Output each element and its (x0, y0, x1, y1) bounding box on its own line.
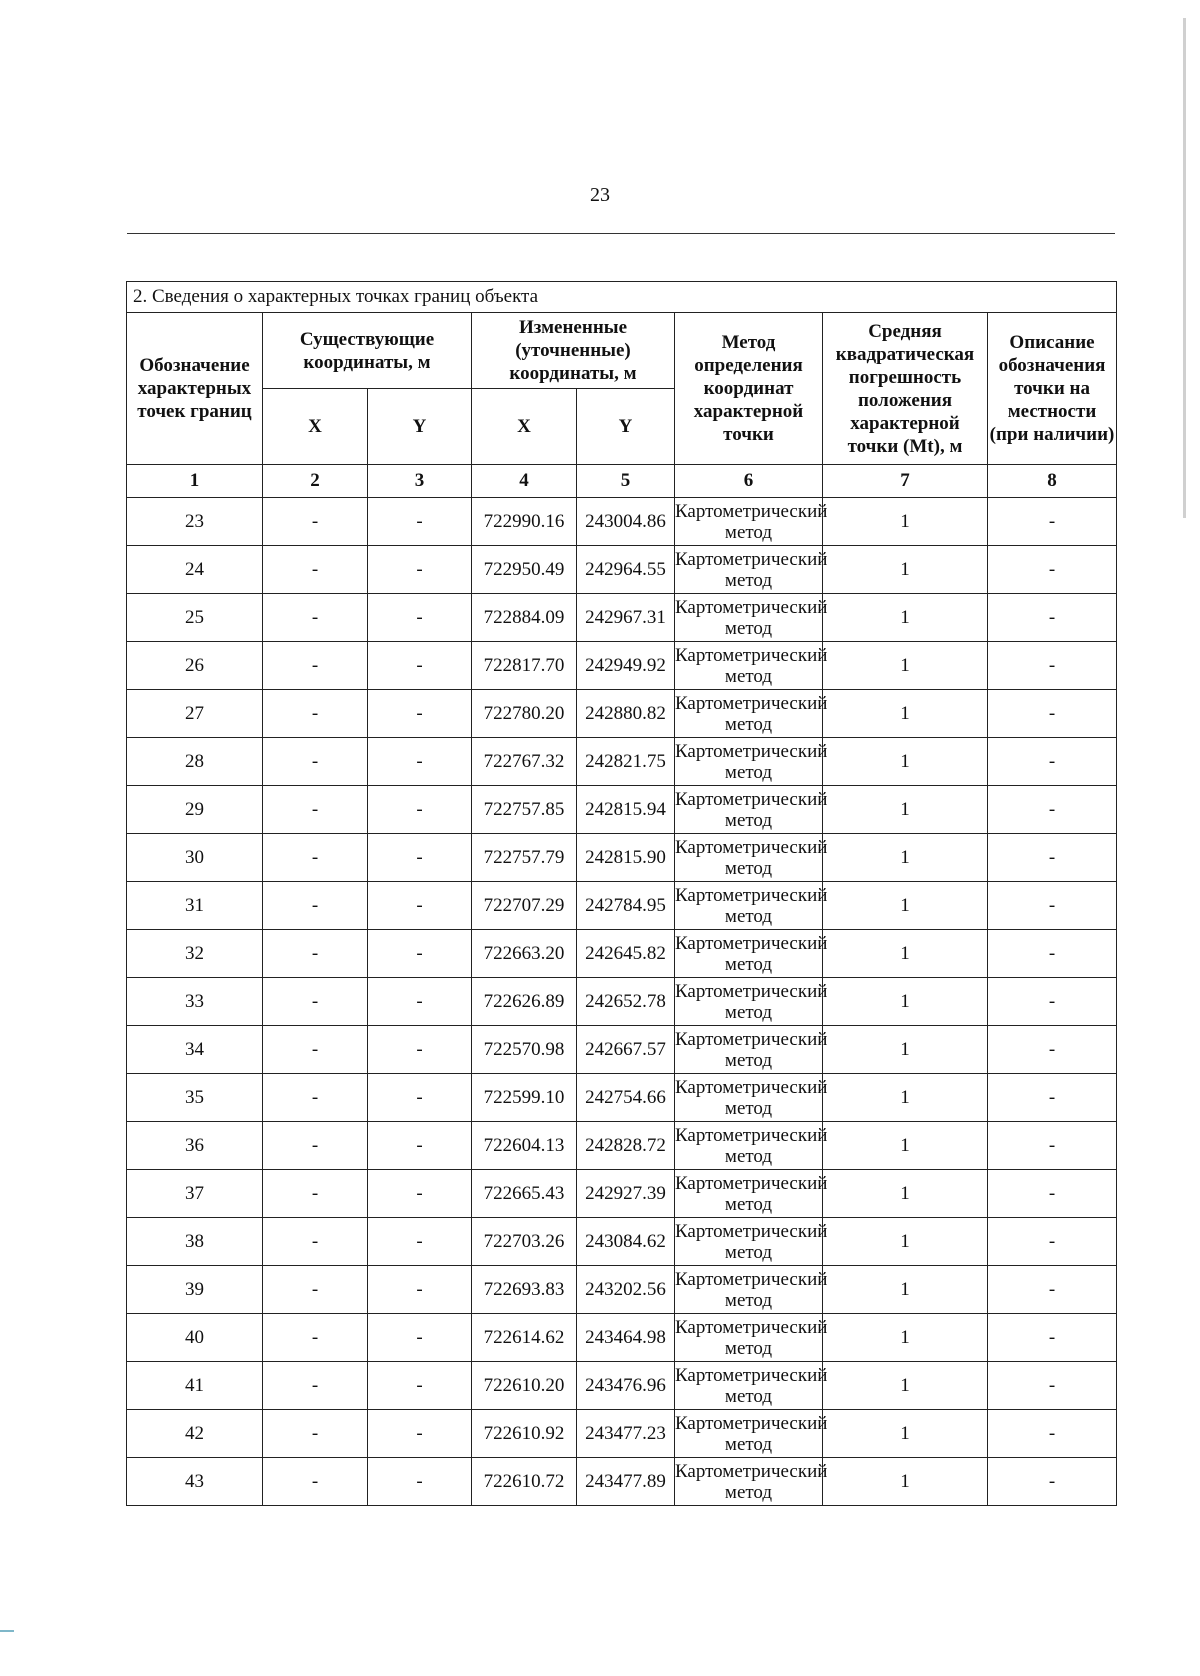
header-changed-x: X (472, 389, 577, 465)
point-id-cell: 36 (127, 1122, 263, 1170)
table-row (127, 930, 1117, 978)
changed-y-cell: 243464.98 (577, 1314, 675, 1362)
error-cell: 1 (823, 546, 988, 594)
changed-x-cell: 722610.92 (472, 1410, 577, 1458)
point-id-cell: 31 (127, 882, 263, 930)
changed-x-cell: 722610.20 (472, 1362, 577, 1410)
point-id-cell: 26 (127, 642, 263, 690)
existing-x-cell: - (263, 1074, 368, 1122)
changed-x-cell: 722665.43 (472, 1170, 577, 1218)
table-row (127, 786, 1117, 834)
column-number: 3 (368, 465, 472, 498)
existing-x-cell: - (263, 1170, 368, 1218)
description-cell: - (988, 498, 1117, 546)
point-id-cell: 25 (127, 594, 263, 642)
method-cell: Картометрический метод (675, 786, 823, 834)
header-method: Метод определения координат характерной точки (675, 313, 823, 465)
existing-y-cell: - (368, 882, 472, 930)
method-cell: Картометрический метод (675, 498, 823, 546)
boundary-points-table (126, 281, 1117, 1506)
changed-x-cell: 722614.62 (472, 1314, 577, 1362)
error-cell: 1 (823, 738, 988, 786)
existing-x-cell: - (263, 882, 368, 930)
table-row (127, 882, 1117, 930)
description-cell: - (988, 1314, 1117, 1362)
description-cell: - (988, 1122, 1117, 1170)
method-cell: Картометрический метод (675, 882, 823, 930)
description-cell: - (988, 738, 1117, 786)
existing-x-cell: - (263, 1218, 368, 1266)
existing-x-cell: - (263, 1410, 368, 1458)
header-changed-coords: Измененные (уточненные) координаты, м (472, 313, 675, 389)
point-id-cell: 29 (127, 786, 263, 834)
existing-y-cell: - (368, 1074, 472, 1122)
method-cell: Картометрический метод (675, 834, 823, 882)
existing-x-cell: - (263, 690, 368, 738)
table-row (127, 690, 1117, 738)
table-row (127, 1410, 1117, 1458)
existing-y-cell: - (368, 738, 472, 786)
existing-y-cell: - (368, 834, 472, 882)
existing-y-cell: - (368, 498, 472, 546)
changed-y-cell: 242964.55 (577, 546, 675, 594)
error-cell: 1 (823, 1362, 988, 1410)
changed-y-cell: 242652.78 (577, 978, 675, 1026)
column-number: 5 (577, 465, 675, 498)
method-cell: Картометрический метод (675, 1266, 823, 1314)
changed-x-cell: 722707.29 (472, 882, 577, 930)
description-cell: - (988, 690, 1117, 738)
existing-y-cell: - (368, 1362, 472, 1410)
existing-y-cell: - (368, 1266, 472, 1314)
method-cell: Картометрический метод (675, 546, 823, 594)
point-id-cell: 35 (127, 1074, 263, 1122)
description-cell: - (988, 978, 1117, 1026)
method-cell: Картометрический метод (675, 1026, 823, 1074)
page-number: 23 (590, 184, 610, 206)
changed-y-cell: 242645.82 (577, 930, 675, 978)
changed-x-cell: 722626.89 (472, 978, 577, 1026)
point-id-cell: 27 (127, 690, 263, 738)
existing-x-cell: - (263, 1458, 368, 1506)
table-row (127, 1458, 1117, 1506)
table-row (127, 738, 1117, 786)
table-body (127, 498, 1117, 1506)
error-cell: 1 (823, 1026, 988, 1074)
existing-x-cell: - (263, 1026, 368, 1074)
error-cell: 1 (823, 594, 988, 642)
scan-mark (0, 1630, 14, 1632)
description-cell: - (988, 1362, 1117, 1410)
existing-y-cell: - (368, 690, 472, 738)
existing-x-cell: - (263, 1314, 368, 1362)
error-cell: 1 (823, 1122, 988, 1170)
error-cell: 1 (823, 978, 988, 1026)
existing-y-cell: - (368, 978, 472, 1026)
description-cell: - (988, 1074, 1117, 1122)
description-cell: - (988, 1266, 1117, 1314)
description-cell: - (988, 1170, 1117, 1218)
method-cell: Картометрический метод (675, 1074, 823, 1122)
existing-y-cell: - (368, 642, 472, 690)
description-cell: - (988, 930, 1117, 978)
existing-x-cell: - (263, 930, 368, 978)
point-id-cell: 38 (127, 1218, 263, 1266)
error-cell: 1 (823, 786, 988, 834)
column-number: 1 (127, 465, 263, 498)
error-cell: 1 (823, 498, 988, 546)
description-cell: - (988, 642, 1117, 690)
table-row (127, 642, 1117, 690)
changed-x-cell: 722817.70 (472, 642, 577, 690)
table-row (127, 1026, 1117, 1074)
existing-x-cell: - (263, 546, 368, 594)
header-error: Средняя квадратическая погрешность положения характерной точки (Mt), м (823, 313, 988, 465)
changed-x-cell: 722767.32 (472, 738, 577, 786)
error-cell: 1 (823, 1074, 988, 1122)
table-row (127, 1122, 1117, 1170)
existing-y-cell: - (368, 930, 472, 978)
changed-y-cell: 243084.62 (577, 1218, 675, 1266)
table-row (127, 498, 1117, 546)
existing-y-cell: - (368, 1410, 472, 1458)
existing-x-cell: - (263, 642, 368, 690)
method-cell: Картометрический метод (675, 1362, 823, 1410)
existing-x-cell: - (263, 1266, 368, 1314)
existing-y-cell: - (368, 1314, 472, 1362)
point-id-cell: 39 (127, 1266, 263, 1314)
changed-y-cell: 242828.72 (577, 1122, 675, 1170)
point-id-cell: 37 (127, 1170, 263, 1218)
error-cell: 1 (823, 642, 988, 690)
existing-x-cell: - (263, 786, 368, 834)
changed-y-cell: 242880.82 (577, 690, 675, 738)
method-cell: Картометрический метод (675, 1122, 823, 1170)
table-row (127, 1314, 1117, 1362)
description-cell: - (988, 1458, 1117, 1506)
changed-y-cell: 243477.89 (577, 1458, 675, 1506)
changed-x-cell: 722884.09 (472, 594, 577, 642)
method-cell: Картометрический метод (675, 1410, 823, 1458)
table-row (127, 1266, 1117, 1314)
existing-y-cell: - (368, 1170, 472, 1218)
changed-y-cell: 243477.23 (577, 1410, 675, 1458)
error-cell: 1 (823, 834, 988, 882)
description-cell: - (988, 594, 1117, 642)
table-row (127, 1362, 1117, 1410)
method-cell: Картометрический метод (675, 594, 823, 642)
column-number: 6 (675, 465, 823, 498)
method-cell: Картометрический метод (675, 930, 823, 978)
table-row (127, 1218, 1117, 1266)
point-id-cell: 30 (127, 834, 263, 882)
error-cell: 1 (823, 1410, 988, 1458)
point-id-cell: 34 (127, 1026, 263, 1074)
description-cell: - (988, 546, 1117, 594)
existing-x-cell: - (263, 594, 368, 642)
point-id-cell: 40 (127, 1314, 263, 1362)
method-cell: Картометрический метод (675, 738, 823, 786)
column-number: 4 (472, 465, 577, 498)
existing-y-cell: - (368, 1218, 472, 1266)
point-id-cell: 23 (127, 498, 263, 546)
changed-y-cell: 242754.66 (577, 1074, 675, 1122)
point-id-cell: 42 (127, 1410, 263, 1458)
header-description: Описание обозначения точки на местности (при наличии) (988, 313, 1117, 465)
error-cell: 1 (823, 1314, 988, 1362)
table-row (127, 1170, 1117, 1218)
header-existing-x: X (263, 389, 368, 465)
changed-x-cell: 722599.10 (472, 1074, 577, 1122)
changed-y-cell: 242927.39 (577, 1170, 675, 1218)
changed-y-cell: 242815.90 (577, 834, 675, 882)
changed-x-cell: 722990.16 (472, 498, 577, 546)
header-rule (127, 233, 1115, 234)
description-cell: - (988, 1410, 1117, 1458)
point-id-cell: 32 (127, 930, 263, 978)
point-id-cell: 28 (127, 738, 263, 786)
error-cell: 1 (823, 1266, 988, 1314)
column-numbers-row (127, 465, 1117, 498)
point-id-cell: 24 (127, 546, 263, 594)
description-cell: - (988, 1218, 1117, 1266)
existing-y-cell: - (368, 546, 472, 594)
changed-x-cell: 722950.49 (472, 546, 577, 594)
method-cell: Картометрический метод (675, 1170, 823, 1218)
changed-y-cell: 242821.75 (577, 738, 675, 786)
description-cell: - (988, 882, 1117, 930)
existing-x-cell: - (263, 1122, 368, 1170)
existing-x-cell: - (263, 1362, 368, 1410)
existing-x-cell: - (263, 834, 368, 882)
error-cell: 1 (823, 1218, 988, 1266)
column-number: 2 (263, 465, 368, 498)
column-number: 7 (823, 465, 988, 498)
point-id-cell: 41 (127, 1362, 263, 1410)
changed-x-cell: 722693.83 (472, 1266, 577, 1314)
table-row (127, 978, 1117, 1026)
method-cell: Картометрический метод (675, 978, 823, 1026)
changed-y-cell: 243476.96 (577, 1362, 675, 1410)
changed-x-cell: 722663.20 (472, 930, 577, 978)
existing-y-cell: - (368, 594, 472, 642)
method-cell: Картометрический метод (675, 1314, 823, 1362)
point-id-cell: 43 (127, 1458, 263, 1506)
changed-y-cell: 242967.31 (577, 594, 675, 642)
table-row (127, 1074, 1117, 1122)
table-row (127, 546, 1117, 594)
existing-y-cell: - (368, 786, 472, 834)
header-existing-coords: Существующие координаты, м (263, 313, 472, 389)
method-cell: Картометрический метод (675, 690, 823, 738)
changed-x-cell: 722757.79 (472, 834, 577, 882)
table-row (127, 834, 1117, 882)
changed-x-cell: 722610.72 (472, 1458, 577, 1506)
error-cell: 1 (823, 882, 988, 930)
error-cell: 1 (823, 690, 988, 738)
scan-edge-line (1183, 18, 1186, 518)
method-cell: Картометрический метод (675, 1458, 823, 1506)
point-id-cell: 33 (127, 978, 263, 1026)
error-cell: 1 (823, 1458, 988, 1506)
changed-y-cell: 242667.57 (577, 1026, 675, 1074)
description-cell: - (988, 786, 1117, 834)
table-row (127, 594, 1117, 642)
existing-x-cell: - (263, 498, 368, 546)
changed-y-cell: 243004.86 (577, 498, 675, 546)
changed-x-cell: 722757.85 (472, 786, 577, 834)
method-cell: Картометрический метод (675, 1218, 823, 1266)
changed-x-cell: 722570.98 (472, 1026, 577, 1074)
method-cell: Картометрический метод (675, 642, 823, 690)
changed-x-cell: 722703.26 (472, 1218, 577, 1266)
existing-y-cell: - (368, 1458, 472, 1506)
existing-x-cell: - (263, 978, 368, 1026)
error-cell: 1 (823, 1170, 988, 1218)
column-number: 8 (988, 465, 1117, 498)
existing-x-cell: - (263, 738, 368, 786)
changed-x-cell: 722604.13 (472, 1122, 577, 1170)
changed-x-cell: 722780.20 (472, 690, 577, 738)
description-cell: - (988, 1026, 1117, 1074)
changed-y-cell: 242949.92 (577, 642, 675, 690)
table-caption: 2. Сведения о характерных точках границ объекта (127, 282, 1117, 313)
header-designation: Обозначение характерных точек границ (127, 313, 263, 465)
header-existing-y: Y (368, 389, 472, 465)
changed-y-cell: 242784.95 (577, 882, 675, 930)
description-cell: - (988, 834, 1117, 882)
header-changed-y: Y (577, 389, 675, 465)
changed-y-cell: 242815.94 (577, 786, 675, 834)
existing-y-cell: - (368, 1122, 472, 1170)
changed-y-cell: 243202.56 (577, 1266, 675, 1314)
existing-y-cell: - (368, 1026, 472, 1074)
error-cell: 1 (823, 930, 988, 978)
